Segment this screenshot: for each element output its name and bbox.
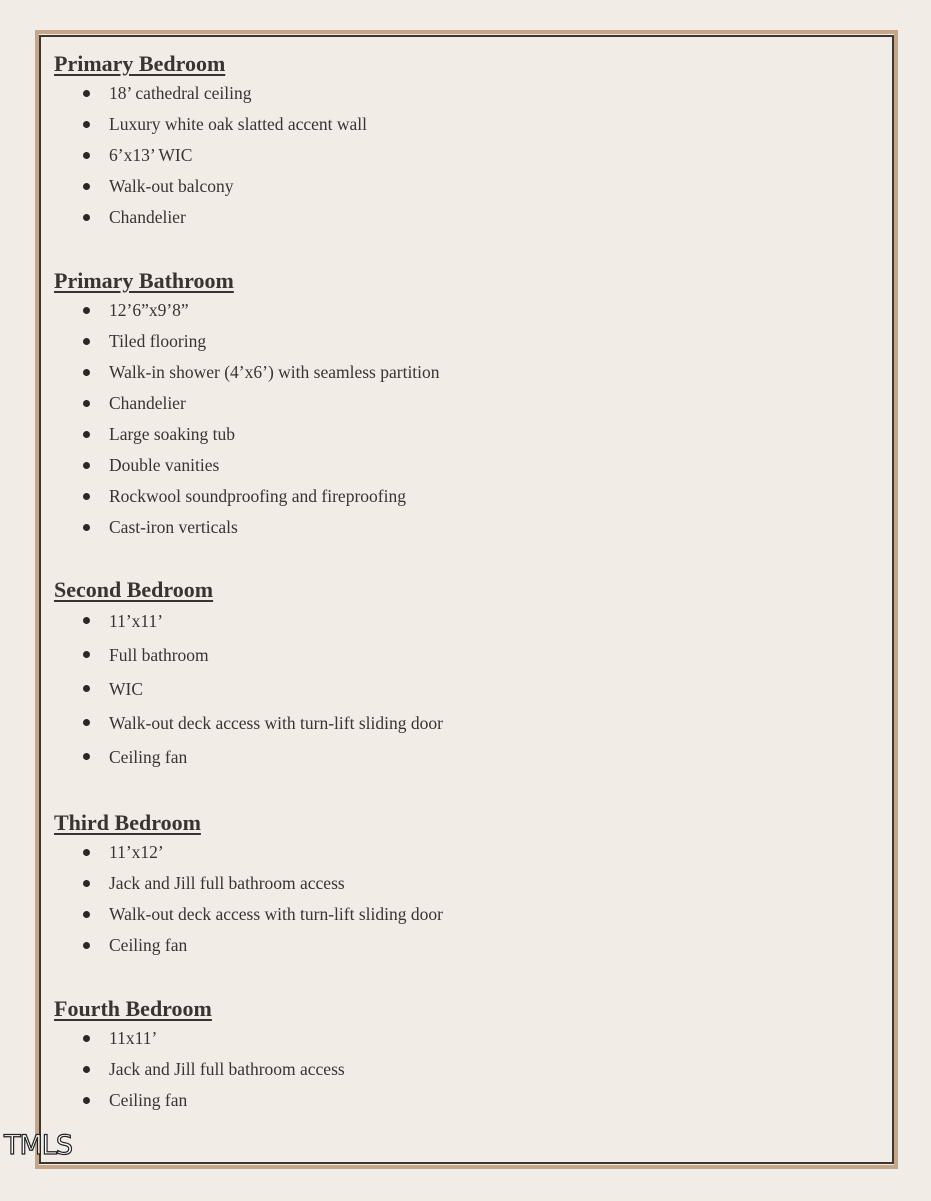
list-item bbox=[54, 837, 443, 868]
feature-list bbox=[54, 78, 367, 233]
list-item-text: Tiled flooring bbox=[109, 331, 207, 351]
list-item bbox=[54, 109, 367, 140]
list-item-text: Cast-iron verticals bbox=[109, 517, 238, 537]
bullet-icon bbox=[83, 1035, 90, 1042]
list-item-text: Jack and Jill full bathroom access bbox=[109, 1059, 345, 1079]
list-item-text: Chandelier bbox=[109, 393, 186, 413]
list-item-text: Ceiling fan bbox=[109, 1090, 188, 1110]
list-item bbox=[54, 481, 440, 512]
list-item bbox=[54, 604, 443, 638]
feature-list bbox=[54, 295, 440, 543]
bullet-icon bbox=[83, 617, 90, 624]
list-item-text: Large soaking tub bbox=[109, 424, 236, 444]
bullet-icon bbox=[83, 911, 90, 918]
list-item bbox=[54, 512, 440, 543]
list-item-text: Walk-out deck access with turn-lift sliding door bbox=[109, 713, 443, 733]
bullet-icon bbox=[83, 338, 90, 345]
bullet-icon bbox=[83, 651, 90, 658]
tmls-watermark: TMLS bbox=[4, 1130, 72, 1161]
list-item bbox=[54, 672, 443, 706]
list-item bbox=[54, 706, 443, 740]
list-item bbox=[54, 171, 367, 202]
bullet-icon bbox=[83, 90, 90, 97]
list-item-text: 18’ cathedral ceiling bbox=[109, 83, 252, 103]
section-title: Fourth Bedroom bbox=[54, 996, 212, 1021]
section-title: Primary Bathroom bbox=[54, 268, 234, 293]
section-title: Third Bedroom bbox=[54, 810, 201, 835]
list-item-text: 11x11’ bbox=[109, 1028, 158, 1048]
bullet-icon bbox=[83, 462, 90, 469]
section-primary-bedroom bbox=[54, 49, 367, 233]
bullet-icon bbox=[83, 942, 90, 949]
bullet-icon bbox=[83, 400, 90, 407]
bullet-icon bbox=[83, 849, 90, 856]
list-item-text: Luxury white oak slatted accent wall bbox=[109, 114, 368, 134]
list-item-text: 12’6”x9’8” bbox=[109, 300, 189, 320]
list-item bbox=[54, 140, 367, 171]
bullet-icon bbox=[83, 524, 90, 531]
list-item bbox=[54, 930, 443, 961]
list-item bbox=[54, 357, 440, 388]
list-item-text: Walk-in shower (4’x6’) with seamless partition bbox=[109, 362, 440, 382]
list-item bbox=[54, 1085, 345, 1116]
list-item-text: WIC bbox=[109, 679, 144, 699]
list-item-text: 11’x11’ bbox=[109, 611, 164, 631]
list-item bbox=[54, 899, 443, 930]
bullet-icon bbox=[83, 431, 90, 438]
list-item-text: Chandelier bbox=[109, 207, 186, 227]
list-item bbox=[54, 202, 367, 233]
list-item bbox=[54, 78, 367, 109]
bullet-icon bbox=[83, 753, 90, 760]
feature-list bbox=[54, 1023, 345, 1116]
list-item-text: Jack and Jill full bathroom access bbox=[109, 873, 345, 893]
list-item-text: Ceiling fan bbox=[109, 747, 188, 767]
feature-list bbox=[54, 604, 443, 774]
list-item bbox=[54, 419, 440, 450]
list-item bbox=[54, 868, 443, 899]
bullet-icon bbox=[83, 214, 90, 221]
list-item bbox=[54, 295, 440, 326]
section-second-bedroom bbox=[54, 575, 443, 774]
bullet-icon bbox=[83, 1097, 90, 1104]
section-title: Primary Bedroom bbox=[54, 51, 226, 76]
bullet-icon bbox=[83, 183, 90, 190]
list-item bbox=[54, 450, 440, 481]
list-item-text: Double vanities bbox=[109, 455, 220, 475]
bullet-icon bbox=[83, 369, 90, 376]
bullet-icon bbox=[83, 719, 90, 726]
list-item-text: 11’x12’ bbox=[109, 842, 164, 862]
list-item bbox=[54, 1054, 345, 1085]
list-item-text: Walk-out deck access with turn-lift sliding door bbox=[109, 904, 443, 924]
bullet-icon bbox=[83, 121, 90, 128]
list-item bbox=[54, 388, 440, 419]
section-title: Second Bedroom bbox=[54, 577, 214, 602]
section-third-bedroom bbox=[54, 808, 443, 961]
section-fourth-bedroom bbox=[54, 994, 345, 1116]
section-primary-bathroom bbox=[54, 266, 440, 543]
list-item-text: Ceiling fan bbox=[109, 935, 188, 955]
bullet-icon bbox=[83, 493, 90, 500]
list-item-text: Full bathroom bbox=[109, 645, 209, 665]
list-item bbox=[54, 740, 443, 774]
list-item bbox=[54, 638, 443, 672]
feature-list bbox=[54, 837, 443, 961]
bullet-icon bbox=[83, 880, 90, 887]
list-item bbox=[54, 1023, 345, 1054]
bullet-icon bbox=[83, 152, 90, 159]
list-item-text: 6’x13’ WIC bbox=[109, 145, 193, 165]
bullet-icon bbox=[83, 685, 90, 692]
list-item bbox=[54, 326, 440, 357]
list-item-text: Rockwool soundproofing and fireproofing bbox=[109, 486, 406, 506]
list-item-text: Walk-out balcony bbox=[109, 176, 234, 196]
bullet-icon bbox=[83, 307, 90, 314]
bullet-icon bbox=[83, 1066, 90, 1073]
